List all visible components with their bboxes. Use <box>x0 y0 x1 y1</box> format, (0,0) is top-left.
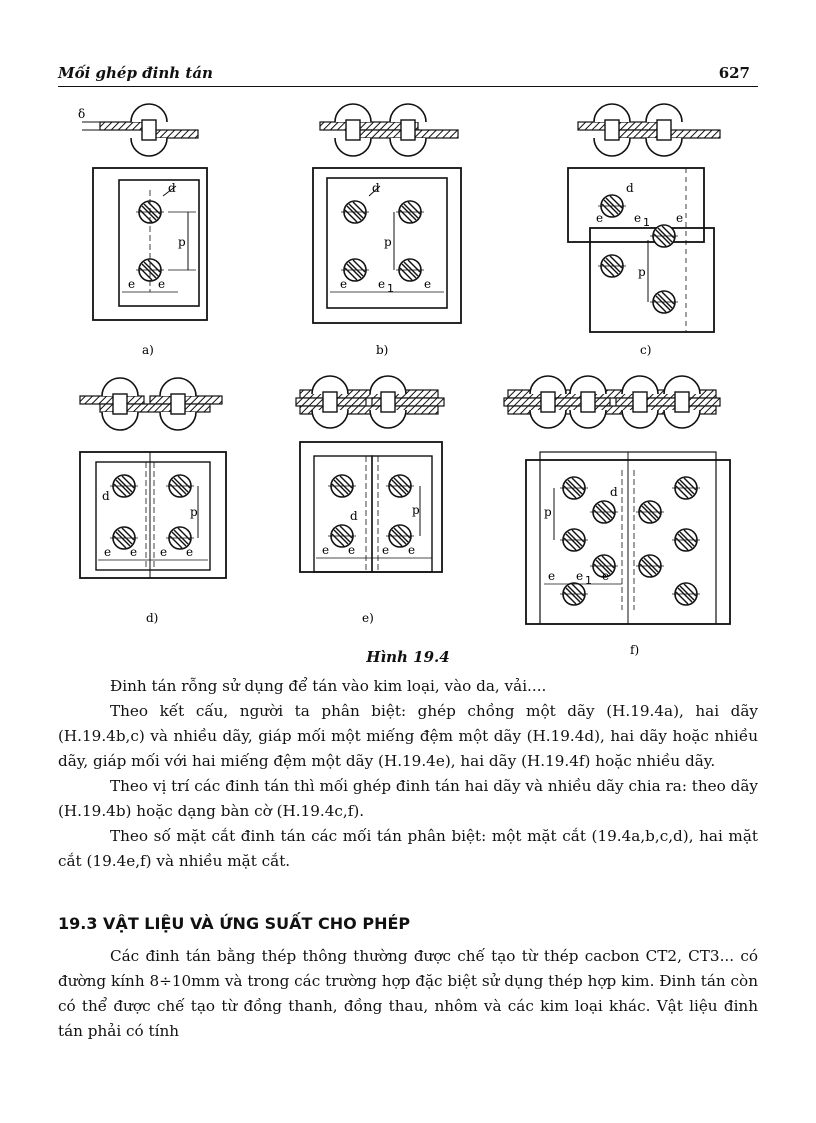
panel-d-e-label: e <box>104 545 112 559</box>
panel-c-plan <box>568 168 714 332</box>
panel-d-d-label: d <box>102 489 110 503</box>
panel-e-d-label: d <box>350 509 358 523</box>
panel-c-section <box>578 104 720 156</box>
body-text-2 <box>58 944 758 1044</box>
panel-e-e-label: e <box>322 543 330 557</box>
paragraph: Theo kết cấu, người ta phân biệt: ghép chồng một dãy (H.19.4a), hai dãy (H.19.4b,c) và nhiều dãy, giáp mối một miếng đệm một dãy (H.19.4d), hai dãy hoặc nhiều dãy, giáp mối với hai miếng đệm một dãy (H.19.4e), hai dãy (H.19.4f) hoặc nhiều dãy. <box>58 702 758 770</box>
panel-f-label: f) <box>630 643 640 657</box>
panel-f-section <box>504 376 720 428</box>
body-text-1 <box>58 674 758 874</box>
panel-f-rivet <box>590 501 618 523</box>
panel-f-rivet <box>560 583 588 605</box>
panel-e-e-label: e <box>348 543 356 557</box>
panel-d-e-label: e <box>160 545 168 559</box>
panel-f-rivet <box>672 529 700 551</box>
panel-b-plan <box>313 168 461 323</box>
panel-c-e-label: e <box>596 211 604 225</box>
panel-e-label: e) <box>362 611 374 625</box>
panel-f-rivet <box>672 477 700 499</box>
panel-c-label: c) <box>640 343 652 357</box>
panel-e-plan <box>300 442 442 572</box>
panel-d-e-label: e <box>186 545 194 559</box>
panel-e-rivet <box>386 475 414 497</box>
panel-c-e1-label: e <box>634 211 642 225</box>
panel-b-d-label: d <box>372 181 380 195</box>
panel-f-p-label: p <box>544 505 552 519</box>
panel-a-plan <box>93 168 207 320</box>
panel-a-e-label: e <box>128 277 136 291</box>
panel-f-rivet <box>560 529 588 551</box>
panel-e-section <box>296 376 444 428</box>
section-heading: 19.3 VẬT LIỆU VÀ ỨNG SUẤT CHO PHÉP <box>58 914 411 933</box>
paragraph: Theo số mặt cắt đinh tán các mối tán phân biệt: một mặt cắt (19.4a,b,c,d), hai mặt cắt (19.4e,f) và nhiều mặt cắt. <box>58 827 758 870</box>
panel-c-d-label: d <box>626 181 634 195</box>
panel-c-e1-sub: 1 <box>643 216 650 229</box>
figure-caption: Hình 19.4 <box>366 648 450 666</box>
paragraph: Theo vị trí các đinh tán thì mối ghép đinh tán hai dãy và nhiều dãy chia ra: theo dãy (H.19.4b) hoặc dạng bàn cờ (H.19.4c,f). <box>58 777 758 820</box>
panel-e-e-label: e <box>382 543 390 557</box>
panel-d-p-label: p <box>190 505 198 519</box>
panel-f-rivet <box>560 477 588 499</box>
panel-e-e-label: e <box>408 543 416 557</box>
page-number: 627 <box>718 64 750 82</box>
panel-f-e1-label: e <box>576 569 584 583</box>
panel-d-section <box>80 378 222 430</box>
panel-b-rivet <box>396 201 424 223</box>
panel-b-e-label: e <box>340 277 348 291</box>
paragraph: Các đinh tán bằng thép thông thường được chế tạo từ thép cacbon CT2, CT3... có đường kính 8÷10mm và trong các trường hợp đặc biệt sử dụng thép hợp kim. Đinh tán còn có thể được chế tạo từ đồng thanh, đồng thau, nhôm và các kim loại khác. Vật liệu đinh tán phải có tính <box>58 947 758 1040</box>
panel-c-p-label: p <box>638 265 646 279</box>
panel-d-rivet <box>166 475 194 497</box>
panel-d-plan <box>80 452 226 578</box>
panel-a-p-label: p <box>178 235 186 249</box>
panel-c-rivet <box>598 255 626 277</box>
panel-b-rivet <box>396 259 424 281</box>
panel-c-rivet <box>650 291 678 313</box>
panel-f-rivet <box>672 583 700 605</box>
panel-a-e-label: e <box>158 277 166 291</box>
panel-f-plan <box>526 452 730 624</box>
header-title: Mối ghép đinh tán <box>58 64 213 82</box>
panel-e-rivet <box>328 475 356 497</box>
panel-b-p-label: p <box>384 235 392 249</box>
panel-a-delta: δ <box>78 107 86 121</box>
panel-f-rivet <box>636 501 664 523</box>
paragraph: Đinh tán rỗng sử dụng để tán vào kim loại, vào da, vải.... <box>110 677 547 695</box>
panel-d-label: d) <box>146 611 159 625</box>
panel-b-e-label: e <box>424 277 432 291</box>
panel-a-label: a) <box>142 343 154 357</box>
panel-b-section <box>320 104 458 156</box>
panel-e-p-label: p <box>412 503 420 517</box>
panel-f-e-label: e <box>548 569 556 583</box>
panel-b-e1-label: e <box>378 277 386 291</box>
panel-f-rivet <box>636 555 664 577</box>
panel-c-e-label: e <box>676 211 684 225</box>
panel-d-rivet <box>110 475 138 497</box>
panel-b-e1-sub: 1 <box>387 282 394 295</box>
panel-d-e-label: e <box>130 545 138 559</box>
panel-a-d-label: d <box>168 181 176 195</box>
panel-a-section <box>78 104 198 156</box>
panel-f-d-label: d <box>610 485 618 499</box>
panel-f-e1-sub: 1 <box>585 574 592 587</box>
panel-b-label: b) <box>376 343 389 357</box>
panel-f-e-label: e <box>602 569 610 583</box>
panel-b-rivet <box>341 201 369 223</box>
